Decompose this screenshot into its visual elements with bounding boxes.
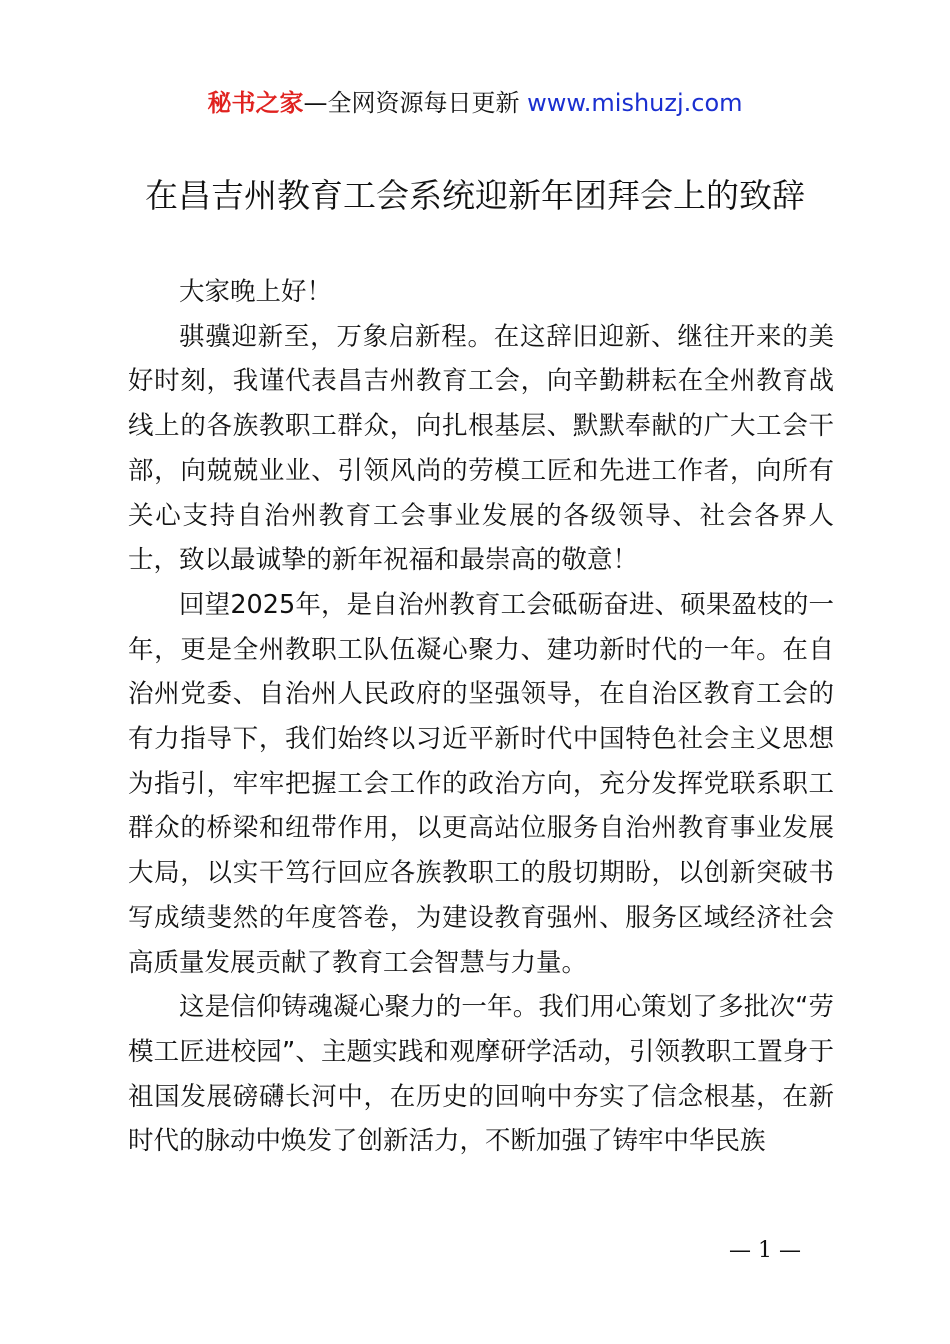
site-brand: 秘书之家 xyxy=(207,89,304,117)
paragraph: 骐骥迎新至，万象启新程。在这辞旧迎新、继往开来的美好时刻，我谨代表昌吉州教育工会，向辛勤耕耘在全州教育战线上的各族教职工群众，向扎根基层、默默奉献的广大工会干部，向兢兢业业、引领风尚的劳模工匠和先进工作者，向所有关心支持自治州教育工会事业发展的各级领导、社会各界人士，致以最诚挚的新年祝福和最崇高的敬意！ xyxy=(128,321,834,576)
page-number: — 1 — xyxy=(729,1238,801,1263)
site-slogan: —全网资源每日更新 xyxy=(303,89,528,117)
paragraph: 这是信仰铸魂凝心聚力的一年。我们用心策划了多批次“劳模工匠进校园”、主题实践和观摩研学活动，引领教职工置身于祖国发展磅礴长河中，在历史的回响中夯实了信念根基，在新时代的脉动中焕发了创新活力，不断加强了铸牢中华民族 xyxy=(128,992,834,1157)
site-url-link[interactable]: www.mishuzj.com xyxy=(527,89,743,117)
paragraph-greeting: 大家晚上好！ xyxy=(179,277,333,307)
paragraph: 回望2025年，是自治州教育工会砥砺奋进、硕果盈枝的一年，更是全州教职工队伍凝心聚力、建功新时代的一年。在自治州党委、自治州人民政府的坚强领导，在自治区教育工会的有力指导下，我们始终以习近平新时代中国特色社会主义思想为指引，牢牢把握工会工作的政治方向，充分发挥党联系职工群众的桥梁和纽带作用，以更高站位服务自治州教育事业发展大局，以实干笃行回应各族教职工的殷切期盼，以创新突破书写成绩斐然的年度答卷，为建设教育强州、服务区域经济社会高质量发展贡献了教育工会智慧与力量。 xyxy=(128,589,834,978)
document-title: 在昌吉州教育工会系统迎新年团拜会上的致辞 xyxy=(145,176,805,215)
document-body xyxy=(128,270,834,1164)
site-header xyxy=(0,86,950,120)
